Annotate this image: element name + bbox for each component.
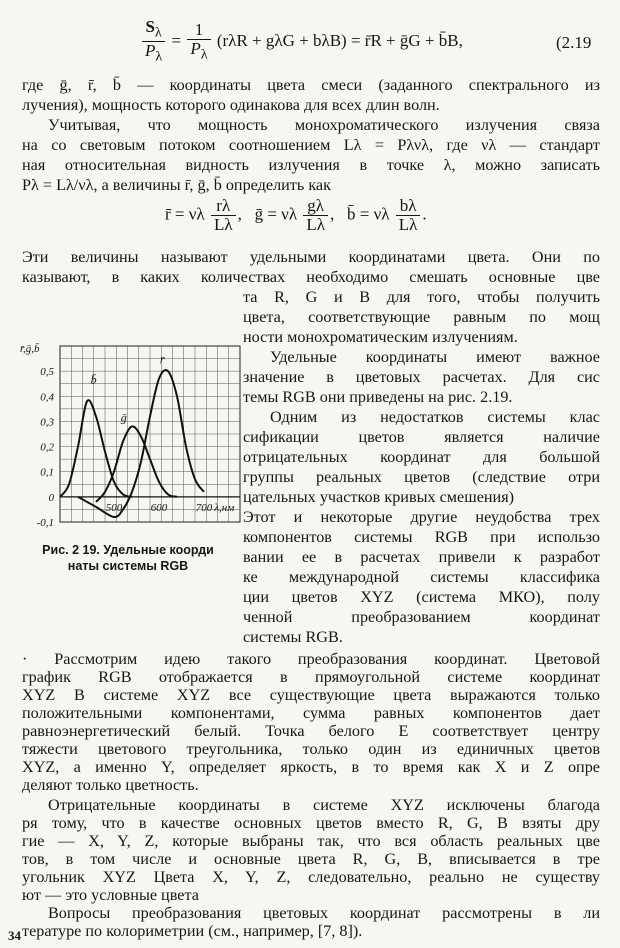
text-line: отрицательных координат для большой: [243, 448, 600, 466]
text-line: цвета, соответствующие равным по мощ: [243, 308, 600, 326]
x-unit-label: λ,нм: [214, 501, 235, 514]
fraction: [211, 197, 236, 234]
text-line: XYZ, а именно Y, определяет яркость, в то время как X и Z опре: [22, 758, 600, 776]
y-tick-label: 0,5: [40, 366, 54, 379]
sub: λ: [154, 24, 162, 41]
x-tick-label: 600: [150, 501, 168, 514]
curve-label: ḡ: [120, 410, 127, 425]
text-line: ря тому, что в качестве основных цветов вместо R, G, B взяты дру: [22, 814, 600, 832]
figure-caption: [20, 542, 236, 574]
y-tick-label: 0,4: [40, 391, 54, 404]
y-tick-label: 0,3: [40, 416, 54, 429]
g-lhs: ḡ = νλ: [254, 204, 298, 224]
sub: λ: [155, 48, 163, 65]
den: Lλ: [398, 215, 418, 234]
curve-r-bar: [78, 370, 204, 517]
den: Lλ: [306, 215, 325, 234]
text-line: казывают, в каких количествах необходимо смешать основные цве: [22, 268, 600, 286]
text-line: Учитывая, что мощность монохроматического излучения связа: [48, 116, 600, 134]
caption-line-1: Рис. 2 19. Удельные коорди: [42, 543, 214, 557]
text-line: ченной преобразованием координат: [243, 608, 600, 626]
text-line: Одним из недостатков системы клас: [270, 408, 600, 426]
y-tick-label: 0: [48, 491, 54, 504]
r-lhs: r̄ = νλ: [165, 204, 205, 224]
text-line: тяжести цветового треугольника, только один из единичных цветов: [22, 740, 600, 758]
text-line: цательных участков кривых смешения): [243, 488, 515, 506]
text-line: ют — это условные цвета: [22, 886, 199, 904]
text-line: где ḡ, r̄, b̄ — координаты цвета смеси (заданного спектрального из: [22, 76, 600, 94]
curve-label: r̄: [159, 352, 165, 367]
text-line: ции цветов XYZ (система МКО), полу: [243, 588, 600, 606]
caption-line-2: наты системы RGB: [67, 559, 189, 573]
page-number: 34: [8, 928, 21, 943]
fraction-s-over-p: [142, 18, 165, 66]
text-line: темы RGB они приведены на рис. 2.19.: [243, 388, 513, 406]
text-line: XYZ В системе XYZ все существующие цвета выражаются только: [22, 686, 600, 704]
equation-rhs: (rλR + gλG + bλB) = r̄R + ḡG + b̄B,: [216, 30, 463, 50]
fraction-one-over-p: $\frac{1}{P_\lambda}$: [187, 21, 210, 63]
equation-number: (2.19: [556, 33, 592, 52]
equation-specific-coords: r̄ = νλ $\frac{r\lambda}{L\lambda}$ , ḡ = νλ $\frac{g\lambda}{L\lambda}$ , b̄ = νλ $\frac{b\lambda}{L\lambda}$ .: [165, 196, 427, 234]
y-axis-label: r̄,ḡ,b̄: [20, 343, 40, 355]
num: gλ: [303, 197, 328, 216]
text-line: Эти величины называют удельными координатами цвета. Они по: [22, 248, 600, 266]
text-line: деляют только цветность.: [22, 776, 199, 794]
text-line: равноэнергетический белый. Точка белого E соответствует центру: [22, 722, 600, 740]
x-tick-label: 500: [105, 501, 123, 514]
text-line: тературе по колориметрии (см., например, [7, 8]).: [22, 922, 363, 940]
equation-2-19: $\frac{S_\lambda}{P_\lambda}$ = $\frac{1}{P_\lambda}$ (rλR + gλG + bλB) = r̄R + ḡG + b̄B,: [140, 18, 463, 66]
text-line: та R, G и B для того, чтобы получить: [243, 288, 600, 306]
chart-grid: [60, 346, 240, 522]
text-line: группы реальных цветов (следствие отри: [243, 468, 600, 486]
text-line: Вопросы преобразования цветовых координат рассмотрены в ли: [48, 904, 600, 922]
s-lambda-num: S: [145, 17, 155, 36]
text-line: на со световым потоком соотношением Lλ = Pλνλ, где νλ — стандарт: [22, 136, 600, 154]
text-line: Удельные координаты имеют важное: [270, 348, 600, 366]
text-line: · Рассмотрим идею такого преобразования координат. Цветовой: [22, 650, 600, 668]
text-line: угольник XYZ Цвета X, Y, Z, следовательно, реально не существу: [22, 868, 600, 886]
text-line: Этот и некоторые другие неудобства трех: [243, 508, 600, 526]
text-line: значение в цветовых расчетах. Для сис: [243, 368, 600, 386]
text-line: лучения), мощность которого одинакова для всех длин волн.: [22, 96, 440, 114]
y-tick-label: -0,1: [36, 517, 54, 529]
text-line: вании ее в расчетах привели к разработ: [243, 548, 600, 566]
num: bλ: [396, 197, 421, 216]
text-line: положительными компонентами, сумма равных компонентов дает: [22, 704, 600, 722]
text-line: Pλ = Lλ/νλ, а величины r̄, ḡ, b̄ определить как: [22, 176, 331, 194]
text-line: системы RGB.: [243, 628, 343, 646]
chart-curves: [60, 370, 204, 517]
x-tick-label: 700: [195, 501, 213, 514]
y-tick-label: 0,1: [40, 466, 54, 479]
text-line: сификации цветов является наличие: [243, 428, 600, 446]
text-line: тов, в том числе и основные цвета R, G, B, вписывается в тре: [22, 850, 600, 868]
fraction: [396, 197, 421, 234]
text-line: ная относительная видность излучения в точке λ, можно записать: [22, 156, 600, 174]
num: rλ: [211, 197, 236, 216]
text-line: график RGB отображается в прямоугольной системе координат: [22, 668, 600, 686]
fraction: [303, 197, 328, 234]
y-tick-label: 0,2: [40, 441, 54, 454]
figure-2-19-chart: [18, 336, 248, 536]
text-line: ке международной системы классифика: [243, 568, 600, 586]
text-line: компонентов системы RGB при использо: [243, 528, 600, 546]
text-line: гие — X, Y, Z, которые выбраны так, что вся область реальных цве: [22, 832, 600, 850]
curve-label: b̄: [90, 372, 97, 387]
text-line: ности монохроматическим излучениям.: [243, 328, 518, 346]
b-lhs: b̄ = νλ: [347, 204, 390, 224]
p-lambda-den: P: [145, 41, 156, 61]
den: Lλ: [213, 215, 233, 234]
text-line: Отрицательные координаты в системе XYZ исключены благода: [48, 796, 600, 814]
